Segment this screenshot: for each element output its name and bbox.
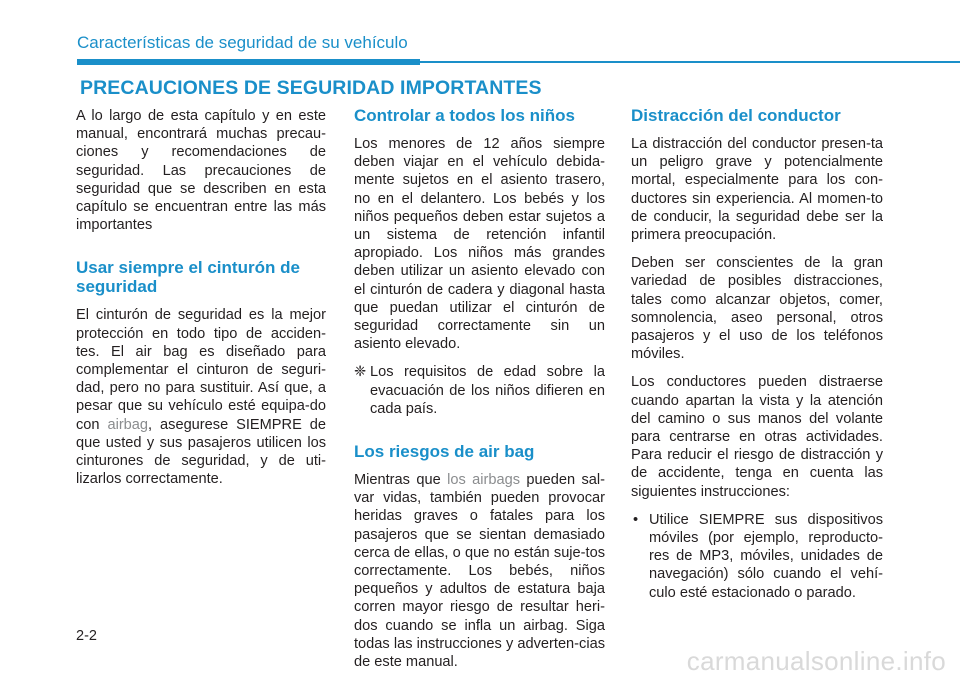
distraction-paragraph-1: La distracción del conductor presen-ta un peligro grave y potencialmente mortal, especialmente para los con-ductores sin experiencia. Al momen-to de conducir, la seguridad debe ser la primera preocupación.: [631, 136, 883, 244]
column-2: [354, 106, 605, 681]
bullet-icon: •: [633, 511, 639, 528]
header-rule-thin: [420, 61, 960, 63]
seatbelt-heading: Usar siempre el cinturón de seguridad: [76, 258, 300, 297]
mobile-devices-bullet: [631, 511, 883, 602]
distraction-paragraph-3: Los conductores pueden distraerse cuando apartan la vista y la atención del camino o sus manos del volante para centrarse en otras actividades. Para reducir el riesgo de distracción y de accidente, tenga en cuenta las siguientes instrucciones:: [631, 374, 883, 500]
note-symbol-icon: ❈: [354, 364, 367, 381]
intro-paragraph: A lo largo de esta capítulo y en este manual, encontrará muchas precau-ciones y recomendaciones de seguridad. Las precauciones de seguridad que se describen en esta capítulo se encuentran entre las más importantes: [76, 108, 326, 234]
page-number: 2-2: [76, 628, 97, 644]
age-note-text: Los requisitos de edad sobre la evacuación de los niños difieren en cada país.: [370, 364, 605, 417]
column-1: [76, 107, 326, 498]
header-rule-thick: [77, 59, 420, 65]
section-title: Características de seguridad de su vehículo: [77, 33, 408, 52]
distraction-paragraph-2: Deben ser conscientes de la gran variedad de posibles distracciones, tales como alcanzar objetos, comer, somnolencia, aseo personal, otros pasajeros y el uso de los teléfonos móviles.: [631, 255, 883, 363]
page-heading: PRECAUCIONES DE SEGURIDAD IMPORTANTES: [80, 77, 542, 99]
airbag-risk-heading: Los riesgos de air bag: [354, 442, 535, 462]
children-paragraph: Los menores de 12 años siempre deben viajar en el vehículo debida-mente sujetos en el asiento trasero, no en el delantero. Los bebés y los niños pequeños deben estar sujetos a un sistema de retención infantil apropiado. Los niños más grandes deben utilizar un asiento elevado con el cinturón de cadera y diagonal hasta que puedan utilizar el cinturón de seguridad correctamente sin un asiento elevado.: [354, 136, 605, 353]
column-3: [631, 106, 883, 602]
age-note: [354, 363, 605, 418]
watermark: carmanualsonline.info: [686, 646, 946, 676]
distraction-heading: Distracción del conductor: [631, 106, 841, 125]
airbag-risk-paragraph: Mientras que los airbags pueden sal-var vidas, también pueden provocar heridas graves o fatales para los pasajeros que se sientan demasiado cerca de ellas, o que no están suje-tos correctamente. Los bebés, niños pequeños y adultos de estatura baja corren mayor riesgo de resultar heri-dos cuando se infla un airbag. Siga todas las instrucciones y adverten-cias de este manual.: [354, 472, 606, 671]
children-heading: Controlar a todos los niños: [354, 106, 576, 125]
airbag-term: airbag: [107, 416, 149, 433]
seatbelt-paragraph: El cinturón de seguridad es la mejor protección en todo tipo de acciden-tes. El air bag es diseñado para complementar el cinturon de seguri-dad, pero no para sustituir. Así que, a pesar que su vehículo esté equipa-do con airbag, asegurese SIEMPRE de que usted y sus pasajeros utilicen los cinturones de seguridad, y de uti-lizarlos correctamente.: [76, 307, 326, 488]
airbags-term: los airbags: [447, 472, 521, 489]
mobile-devices-text: Utilice SIEMPRE sus dispositivos móviles (por ejemplo, reproducto-res de MP3, móviles, unidades de navegación) sólo cuando el vehí-culo esté estacionado o parado.: [649, 511, 883, 601]
